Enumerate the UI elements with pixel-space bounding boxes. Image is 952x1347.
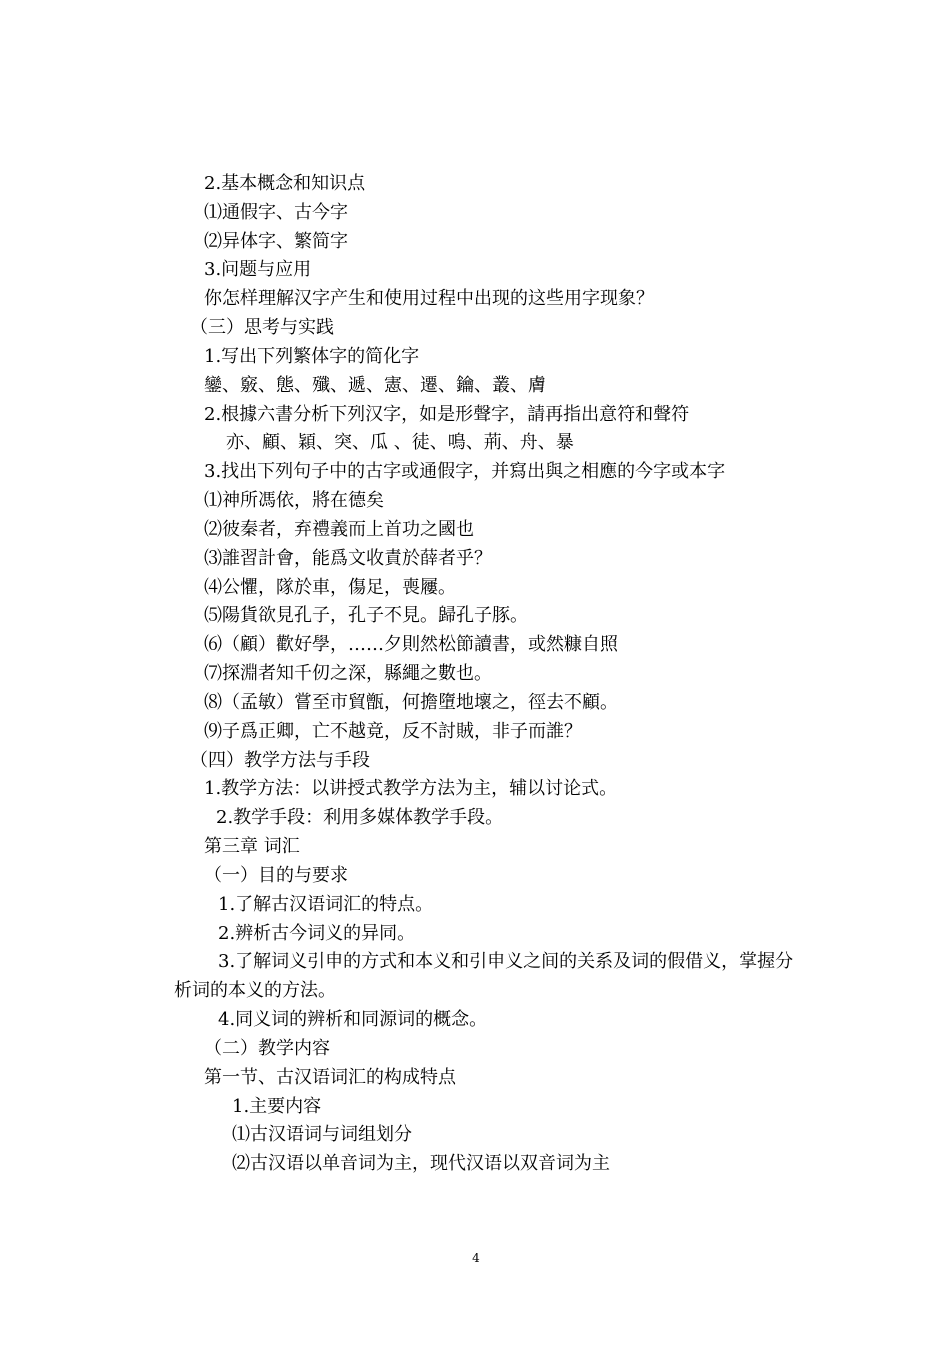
text-line: ⑴通假字、古今字	[204, 202, 348, 223]
text-line: 1.教学方法：以讲授式教学方法为主，辅以讨论式。	[204, 778, 618, 799]
section-heading: （三）思考与实践	[190, 317, 334, 338]
text-line: 2.教学手段：利用多媒体教学手段。	[216, 807, 504, 828]
text-line: ⑸陽貨欲見孔子，孔子不見。歸孔子豚。	[204, 605, 528, 626]
text-line: ⑵古汉语以单音词为主，现代汉语以双音词为主	[232, 1153, 610, 1174]
subsection-heading: 第一节、古汉语词汇的构成特点	[204, 1067, 456, 1088]
text-line: ⑵异体字、繁简字	[204, 231, 348, 252]
text-line: 2.辨析古今词义的异同。	[218, 923, 416, 944]
text-line: 1.写出下列繁体字的简化字	[204, 346, 420, 367]
text-line: 2.基本概念和知识点	[204, 173, 366, 194]
text-line: ⑺探淵者知千仞之深，縣繩之數也。	[204, 663, 492, 684]
section-heading: （一）目的与要求	[204, 865, 348, 886]
section-heading: （二）教学内容	[204, 1038, 330, 1059]
text-line: ⑼子爲正卿，亡不越竟，反不討賊，非子而誰？	[204, 721, 582, 742]
text-line: 4.同义词的辨析和同源词的概念。	[218, 1009, 488, 1030]
text-line: ⑴古汉语词与词组划分	[232, 1124, 412, 1145]
text-line: 1.了解古汉语词汇的特点。	[218, 894, 434, 915]
text-line: 鑾、竅、態、殲、遞、憲、遷、鑰、叢、膚	[204, 375, 546, 396]
text-line: ⑶誰習計會，能爲文收責於薛者乎？	[204, 548, 492, 569]
text-line: ⑴神所馮依，將在德矣	[204, 490, 384, 511]
text-line: 析词的本义的方法。	[174, 980, 336, 1001]
text-line: ⑻（孟敏）嘗至市貿甑，何擔墮地壞之，徑去不顧。	[204, 692, 618, 713]
text-line: ⑵彼秦者，弃禮義而上首功之國也	[204, 519, 474, 540]
text-line: 亦、顧、穎、突、瓜 、徒、鳴、荊、舟、暴	[226, 432, 574, 453]
text-line: 你怎样理解汉字产生和使用过程中出现的这些用字现象？	[204, 288, 654, 309]
text-line: 3.了解词义引申的方式和本义和引申义之间的关系及词的假借义，掌握分	[218, 951, 794, 972]
text-line: 3.找出下列句子中的古字或通假字，并寫出與之相應的今字或本字	[204, 461, 726, 482]
text-line: ⑷公懼，隊於車，傷足，喪屨。	[204, 577, 456, 598]
text-line: 3.问题与应用	[204, 259, 312, 280]
text-line: 2.根據六書分析下列汉字，如是形聲字，請再指出意符和聲符	[204, 404, 690, 425]
text-line: ⑹（顧）歡好學，……夕則然松節讀書，或然糠自照	[204, 634, 618, 655]
page-number: 4	[472, 1251, 480, 1265]
chapter-heading: 第三章 词汇	[204, 836, 300, 857]
section-heading: （四）教学方法与手段	[190, 750, 370, 771]
text-line: 1.主要内容	[232, 1096, 322, 1117]
